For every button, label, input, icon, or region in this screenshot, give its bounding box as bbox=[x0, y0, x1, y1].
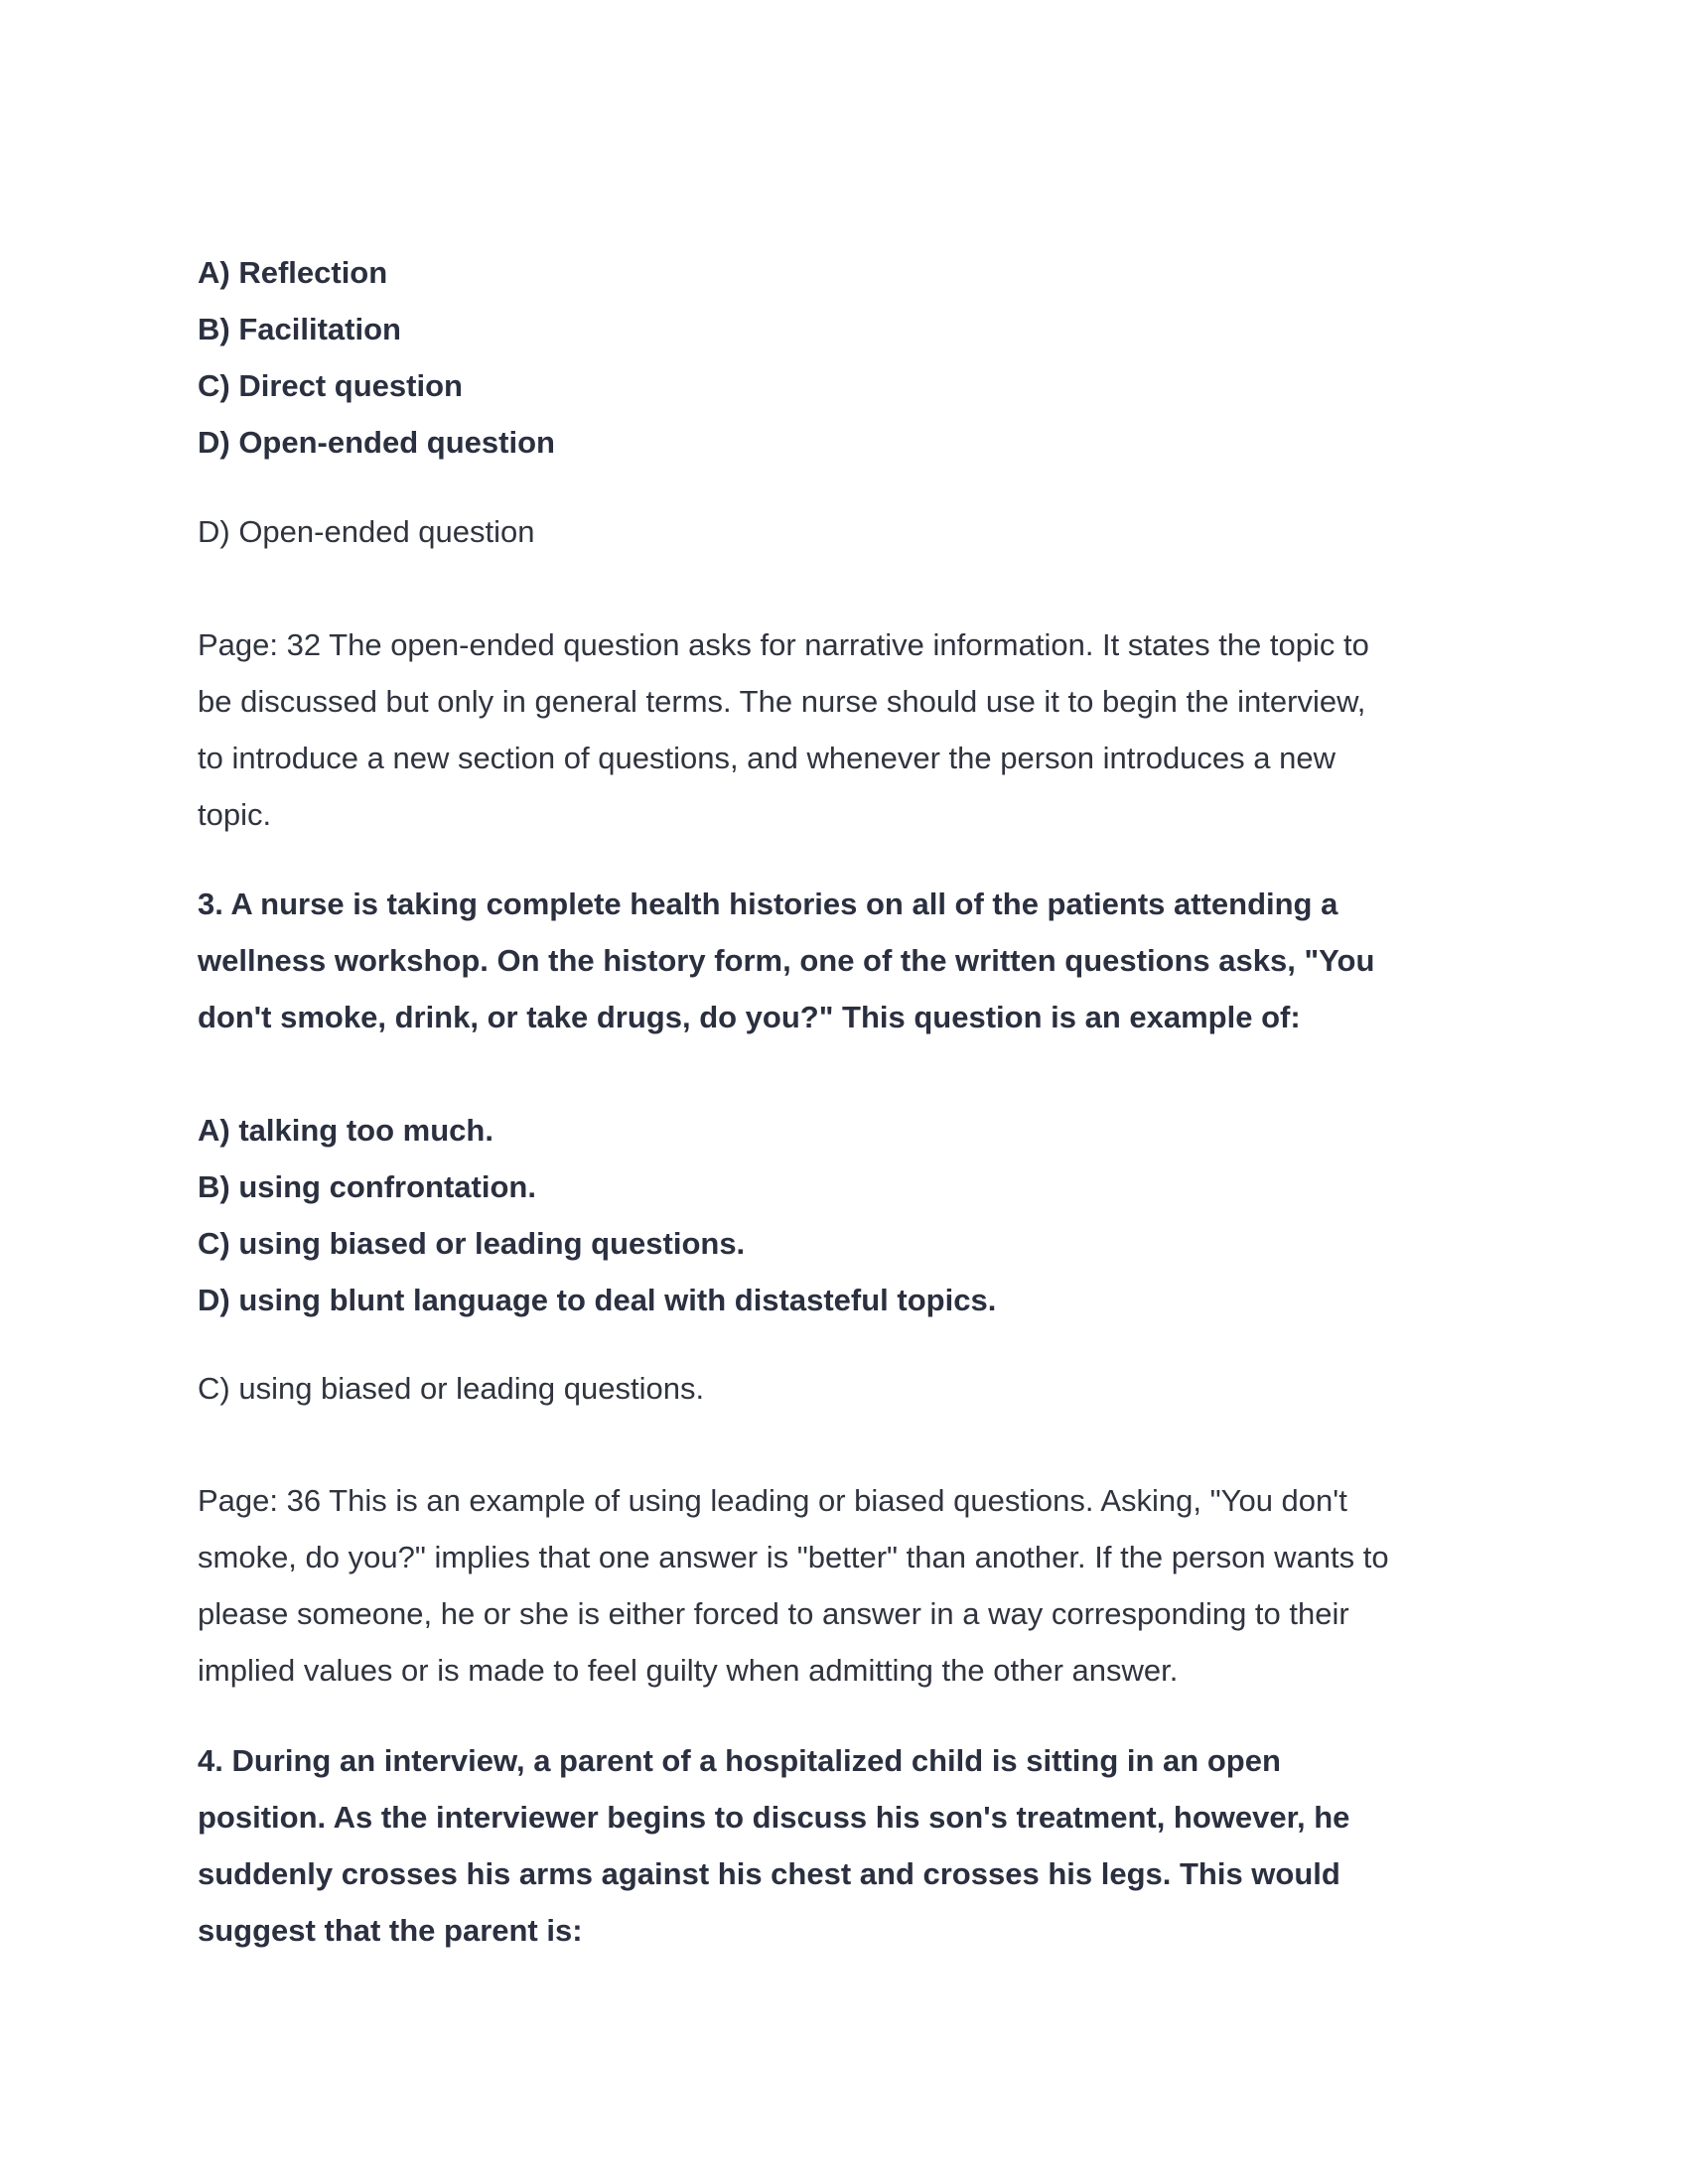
option-b: B) Facilitation bbox=[198, 312, 401, 346]
explanation-line: smoke, do you?" implies that one answer is "better" than another. If the person wants to bbox=[198, 1540, 1389, 1574]
option-b: B) using confrontation. bbox=[198, 1169, 536, 1204]
option-d: D) using blunt language to deal with distasteful topics. bbox=[198, 1283, 997, 1317]
q3-question bbox=[198, 876, 1528, 1045]
answer: D) Open-ended question bbox=[198, 514, 535, 549]
q3-options bbox=[198, 1102, 1528, 1328]
q2-explanation bbox=[198, 616, 1528, 843]
question-line: wellness workshop. On the history form, one of the written questions asks, "You bbox=[198, 943, 1375, 978]
option-c: C) Direct question bbox=[198, 368, 463, 403]
option-a: A) Reflection bbox=[198, 255, 388, 290]
answer: C) using biased or leading questions. bbox=[198, 1371, 705, 1406]
q2-options bbox=[198, 244, 1528, 471]
option-d: D) Open-ended question bbox=[198, 425, 555, 460]
q3-answer bbox=[198, 1360, 1528, 1417]
option-a: A) talking too much. bbox=[198, 1113, 493, 1148]
q2-answer bbox=[198, 503, 1528, 560]
explanation-line: please someone, he or she is either forced to answer in a way corresponding to their bbox=[198, 1596, 1349, 1631]
explanation-line: be discussed but only in general terms. The nurse should use it to begin the interview, bbox=[198, 684, 1366, 719]
question-line: suddenly crosses his arms against his chest and crosses his legs. This would bbox=[198, 1856, 1340, 1891]
explanation-line: Page: 32 The open-ended question asks for narrative information. It states the topic to bbox=[198, 627, 1369, 662]
q4-question bbox=[198, 1732, 1528, 1959]
question-line: suggest that the parent is: bbox=[198, 1913, 583, 1948]
question-line: position. As the interviewer begins to discuss his son's treatment, however, he bbox=[198, 1800, 1350, 1835]
explanation-line: implied values or is made to feel guilty when admitting the other answer. bbox=[198, 1653, 1179, 1688]
question-line: don't smoke, drink, or take drugs, do you?" This question is an example of: bbox=[198, 1000, 1301, 1034]
q3-explanation bbox=[198, 1472, 1528, 1699]
question-line: 3. A nurse is taking complete health histories on all of the patients attending a bbox=[198, 887, 1338, 921]
explanation-line: topic. bbox=[198, 797, 272, 832]
option-c: C) using biased or leading questions. bbox=[198, 1226, 746, 1261]
explanation-line: Page: 36 This is an example of using leading or biased questions. Asking, "You don't bbox=[198, 1483, 1347, 1518]
question-line: 4. During an interview, a parent of a hospitalized child is sitting in an open bbox=[198, 1743, 1281, 1778]
explanation-line: to introduce a new section of questions, and whenever the person introduces a new bbox=[198, 741, 1336, 775]
